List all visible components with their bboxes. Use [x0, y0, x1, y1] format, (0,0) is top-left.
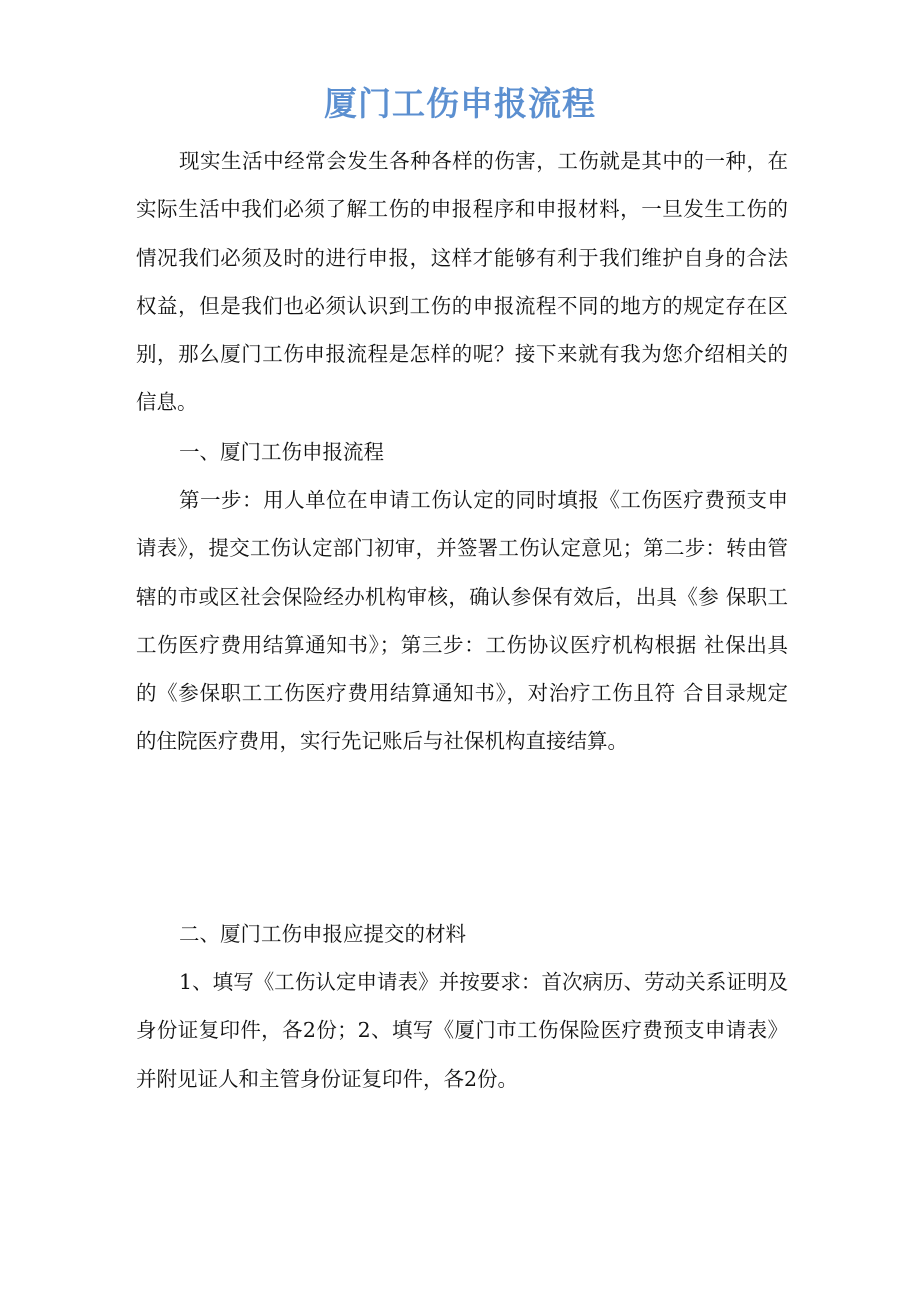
section-1-paragraph: 第一步：用人单位在申请工伤认定的同时填报《工伤医疗费预支申请表》，提交工伤认定部门初审，并签署工伤认定意见；第二步：转由管辖的市或区社会保险经办机构审核，确认参保有效后，出具《参 保职工工伤医疗费用结算通知书》；第三步：工伤协议医疗机构根据 社保出具的《参保职工工伤医疗费用结算通知书》，对治疗工伤且符 合目录规定的住院医疗费用，实行先记账后与社保机构直接结算。: [136, 488, 788, 754]
document-title: 厦门工伤申报流程: [324, 84, 596, 123]
section-1-heading: 一、厦门工伤申报流程: [179, 440, 384, 464]
section-2-heading: 二、厦门工伤申报应提交的材料: [179, 922, 466, 946]
section-2-paragraph: 1、填写《工伤认定申请表》并按要求：首次病历、劳动关系证明及身份证复印件，各2份；2、填写《厦门市工伤保险医疗费预支申请表》并附见证人和主管身份证复印件，各2份。: [136, 970, 788, 1091]
intro-paragraph: 现实生活中经常会发生各种各样的伤害，工伤就是其中的一种，在实际生活中我们必须了解工伤的申报程序和申报材料，一旦发生工伤的情况我们必须及时的进行申报，这样才能够有利于我们维护自身的合法权益，但是我们也必须认识到工伤的申报流程不同的地方的规定存在区别，那么厦门工伤申报流程是怎样的呢？接下来就有我为您介绍相关的信息。: [136, 149, 788, 415]
